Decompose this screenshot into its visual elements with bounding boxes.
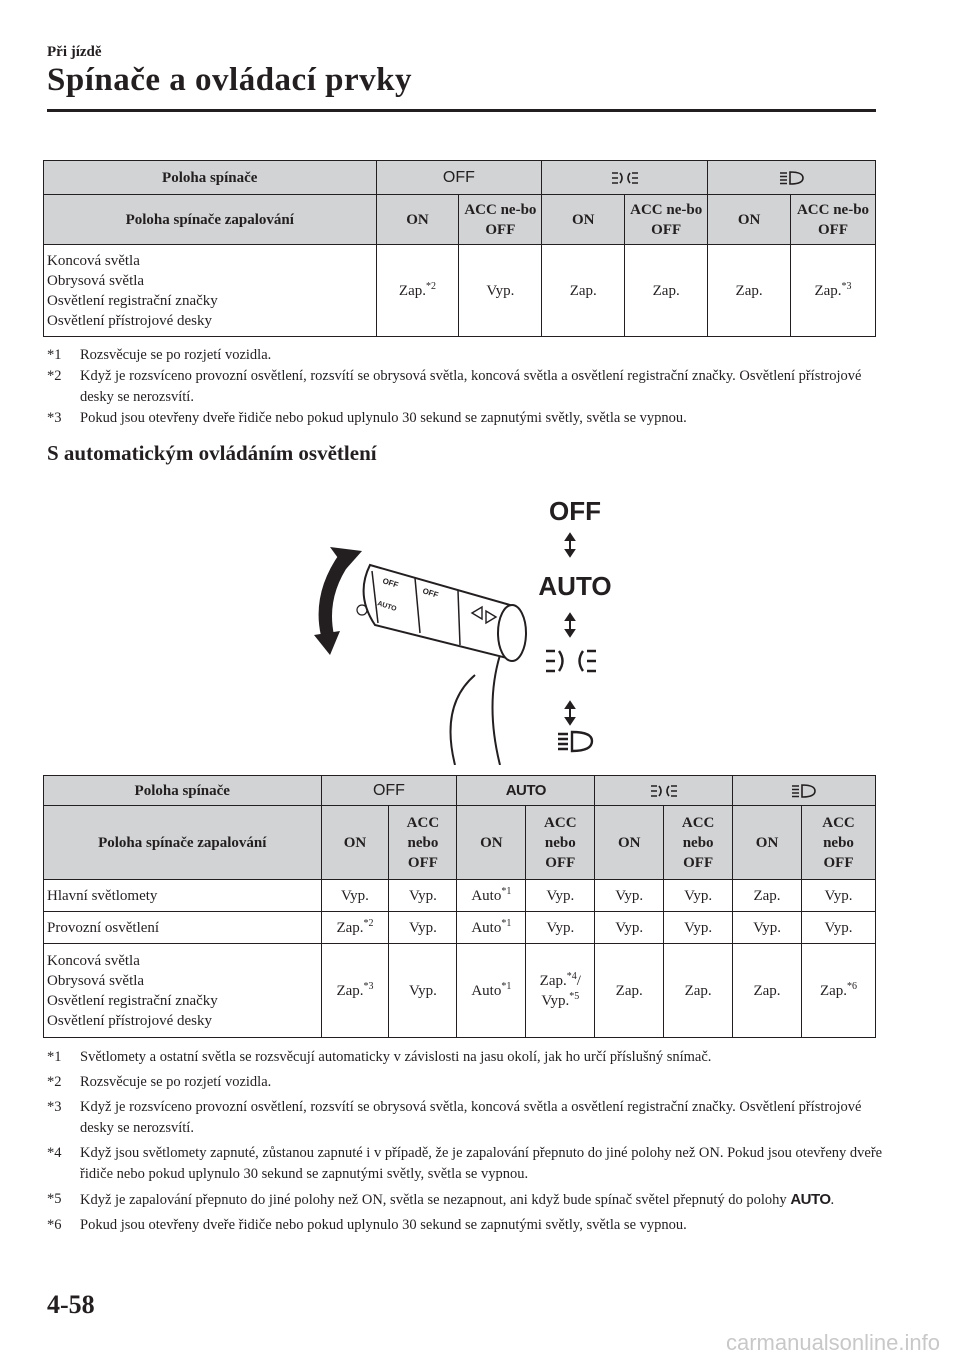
page-title: Spínače a ovládací prvky: [47, 62, 412, 98]
table-auto-light-positions: [43, 775, 876, 1038]
footnote: *1 Rozsvěcuje se po rozjetí vozidla.: [47, 345, 887, 366]
value-cell: Zap.: [733, 880, 802, 912]
value-cell: Zap.$^{*3}$: [321, 944, 389, 1038]
table-light-positions: [43, 160, 876, 337]
footnote-mark: *2: [47, 368, 62, 384]
stalk-label-auto: AUTO: [376, 600, 398, 613]
value-cell: Vyp.: [801, 880, 875, 912]
value-cell: Vyp.: [389, 944, 457, 1038]
value-cell: Auto$^{*1}$: [457, 912, 526, 944]
footnote-mark: *3: [47, 1099, 62, 1115]
ignition-cell: ON: [542, 195, 625, 245]
ignition-cell: ON: [595, 806, 664, 880]
value-cell: Vyp.: [664, 912, 733, 944]
row-label-line: Osvětlení přístrojové desky: [47, 312, 212, 329]
ignition-position-label: Poloha spínače zapalování: [44, 806, 322, 880]
table-row: [44, 944, 876, 1038]
ignition-cell: ACC nebo OFF: [664, 806, 733, 880]
position-off-label: OFF: [442, 168, 475, 186]
section-heading: S automatickým ovládáním osvětlení: [47, 441, 377, 465]
value-cell: Vyp.: [733, 912, 802, 944]
auto-position-label: AUTO: [790, 1191, 831, 1208]
table-row: [44, 880, 876, 912]
footer-watermark: carmanualsonline.info: [725, 1330, 940, 1355]
row-label: Hlavní světlomety: [44, 880, 322, 912]
row-label-line: Osvětlení registrační značky: [47, 292, 218, 309]
value-cell: Vyp.: [595, 880, 664, 912]
footnote-mark: *2: [47, 1074, 62, 1090]
table-row: [44, 245, 876, 337]
switch-position-label: Poloha spínače: [44, 776, 322, 806]
value-cell: Vyp.: [389, 880, 457, 912]
position-off-label: OFF: [372, 781, 405, 799]
parking-lights-icon: [542, 161, 708, 195]
rotate-arrow-icon: [314, 547, 362, 655]
table-row: [44, 912, 876, 944]
value-cell: Zap.$^{*3}$: [791, 245, 876, 337]
row-label-line: Obrysová světla: [47, 272, 145, 289]
table-row: [44, 806, 876, 880]
value-cell: Zap.: [733, 944, 802, 1038]
value-cell: Vyp.: [526, 912, 595, 944]
value-cell: Vyp.: [459, 245, 542, 337]
ignition-cell: ACC nebo OFF: [801, 806, 875, 880]
figure-label-auto: AUTO: [538, 571, 612, 601]
footnote: *4 Když jsou světlomety zapnuté, zůstanou zapnuté i v případě, že je zapalování přepnuto do jiné polohy než ON. Pokud jsou otevřeny dveře řidiče nebo pokud uplynulo 30 sekund se zapnutými světly, světla se vypnou.: [47, 1145, 883, 1182]
footnote: *3 Když je rozsvíceno provozní osvětlení, rozsvítí se obrysová světla, koncová světla a osvětlení registrační značky. Osvětlení přístrojové desky se nerozsvítí.: [47, 1099, 862, 1136]
value-cell: Zap.$^{*6}$: [801, 944, 875, 1038]
arrow-updown-icon: [566, 702, 574, 724]
footnote-mark: *4: [47, 1145, 62, 1161]
footnote: *2 Když je rozsvíceno provozní osvětlení, rozsvítí se obrysová světla, koncová světla a osvětlení registrační značky. Osvětlení přístrojové desky se nerozsvítí.: [47, 368, 862, 405]
footnote-mark: *5: [47, 1191, 62, 1207]
headlights-icon: [558, 732, 592, 751]
value-cell: Vyp.: [389, 912, 457, 944]
value-cell: Vyp.: [321, 880, 389, 912]
arrow-updown-icon: [566, 534, 574, 556]
ignition-cell: ON: [457, 806, 526, 880]
value-cell: Zap.: [542, 245, 625, 337]
footnote-mark: *1: [47, 1049, 62, 1065]
value-cell: Zap.$^{*2}$: [321, 912, 389, 944]
figure-label-off: OFF: [549, 496, 601, 526]
row-label: [44, 245, 377, 337]
value-cell: Zap.: [625, 245, 708, 337]
ignition-cell: ACC ne-bo OFF: [791, 195, 876, 245]
value-cell: Vyp.: [801, 912, 875, 944]
parking-lights-icon: [595, 776, 733, 806]
title-rule: [47, 109, 876, 112]
table-row: [44, 195, 876, 245]
footnote-mark: *6: [47, 1217, 62, 1233]
position-off: [376, 161, 542, 195]
ignition-cell: ON: [733, 806, 802, 880]
stalk-label-off-fog: OFF: [421, 586, 440, 600]
ignition-cell: ACC ne-bo OFF: [459, 195, 542, 245]
footnote-mark: *3: [47, 410, 62, 426]
row-label: Koncová světla Obrysová světla Osvětlení registrační značky Osvětlení přístrojové desky: [44, 944, 322, 1038]
parking-lights-icon: [546, 651, 596, 671]
value-cell: Zap.: [595, 944, 664, 1038]
headlights-icon: [733, 776, 876, 806]
value-cell: Vyp.: [664, 880, 733, 912]
position-auto: [457, 776, 595, 806]
ignition-cell: ON: [708, 195, 791, 245]
sun-icon: [357, 605, 367, 615]
ignition-cell: ON: [376, 195, 459, 245]
value-cell: Auto$^{*1}$: [457, 880, 526, 912]
headlights-icon: [708, 161, 876, 195]
footnote: *1 Světlomety a ostatní světla se rozsvěcují automaticky v závislosti na jasu okolí, jak ho určí příslušný snímač.: [47, 1047, 887, 1068]
footnote: *2 Rozsvěcuje se po rozjetí vozidla.: [47, 1072, 887, 1093]
value-cell: Zap.: [664, 944, 733, 1038]
row-label: Provozní osvětlení: [44, 912, 322, 944]
value-cell: Zap.$^{*4}$/ Vyp.$^{*5}$: [526, 944, 595, 1038]
ignition-cell: ACC nebo OFF: [389, 806, 457, 880]
footnote-mark: *1: [47, 347, 62, 363]
section-label: Při jízdě: [47, 44, 102, 60]
stalk-label-off: OFF: [381, 576, 400, 590]
ignition-cell: ACC ne-bo OFF: [625, 195, 708, 245]
page-number: 4-58: [47, 1290, 95, 1319]
switch-position-label: Poloha spínače: [44, 161, 377, 195]
position-off: [321, 776, 457, 806]
value-cell: Auto$^{*1}$: [457, 944, 526, 1038]
position-auto-label: AUTO: [505, 781, 546, 799]
footnote: *5 Když je zapalování přepnuto do jiné polohy než ON, světla se nezapnout, ani když bude spínač světel přepnutý do polohy AUTO.: [47, 1191, 835, 1208]
value-cell: Zap.: [708, 245, 791, 337]
footnotes-table1: [47, 345, 887, 429]
table-row: [44, 161, 876, 195]
ignition-cell: ACC nebo OFF: [526, 806, 595, 880]
footnotes-table2: [47, 1047, 887, 1236]
row-label-line: Koncová světla: [47, 252, 140, 269]
footnote: *6 Pokud jsou otevřeny dveře řidiče nebo pokud uplynulo 30 sekund se zapnutými světly, světla se vypnou.: [47, 1215, 887, 1236]
value-cell: Zap.$^{*2}$: [376, 245, 459, 337]
footnote: *3 Pokud jsou otevřeny dveře řidiče nebo pokud uplynulo 30 sekund se zapnutými světly, světla se vypnou.: [47, 408, 887, 429]
arrow-updown-icon: [566, 614, 574, 636]
value-cell: Vyp.: [526, 880, 595, 912]
table-row: [44, 776, 876, 806]
ignition-cell: ON: [321, 806, 389, 880]
light-switch-stalk: [357, 565, 526, 765]
ignition-position-label: Poloha spínače zapalování: [44, 195, 377, 245]
light-switch-figure: [300, 485, 640, 765]
value-cell: Vyp.: [595, 912, 664, 944]
